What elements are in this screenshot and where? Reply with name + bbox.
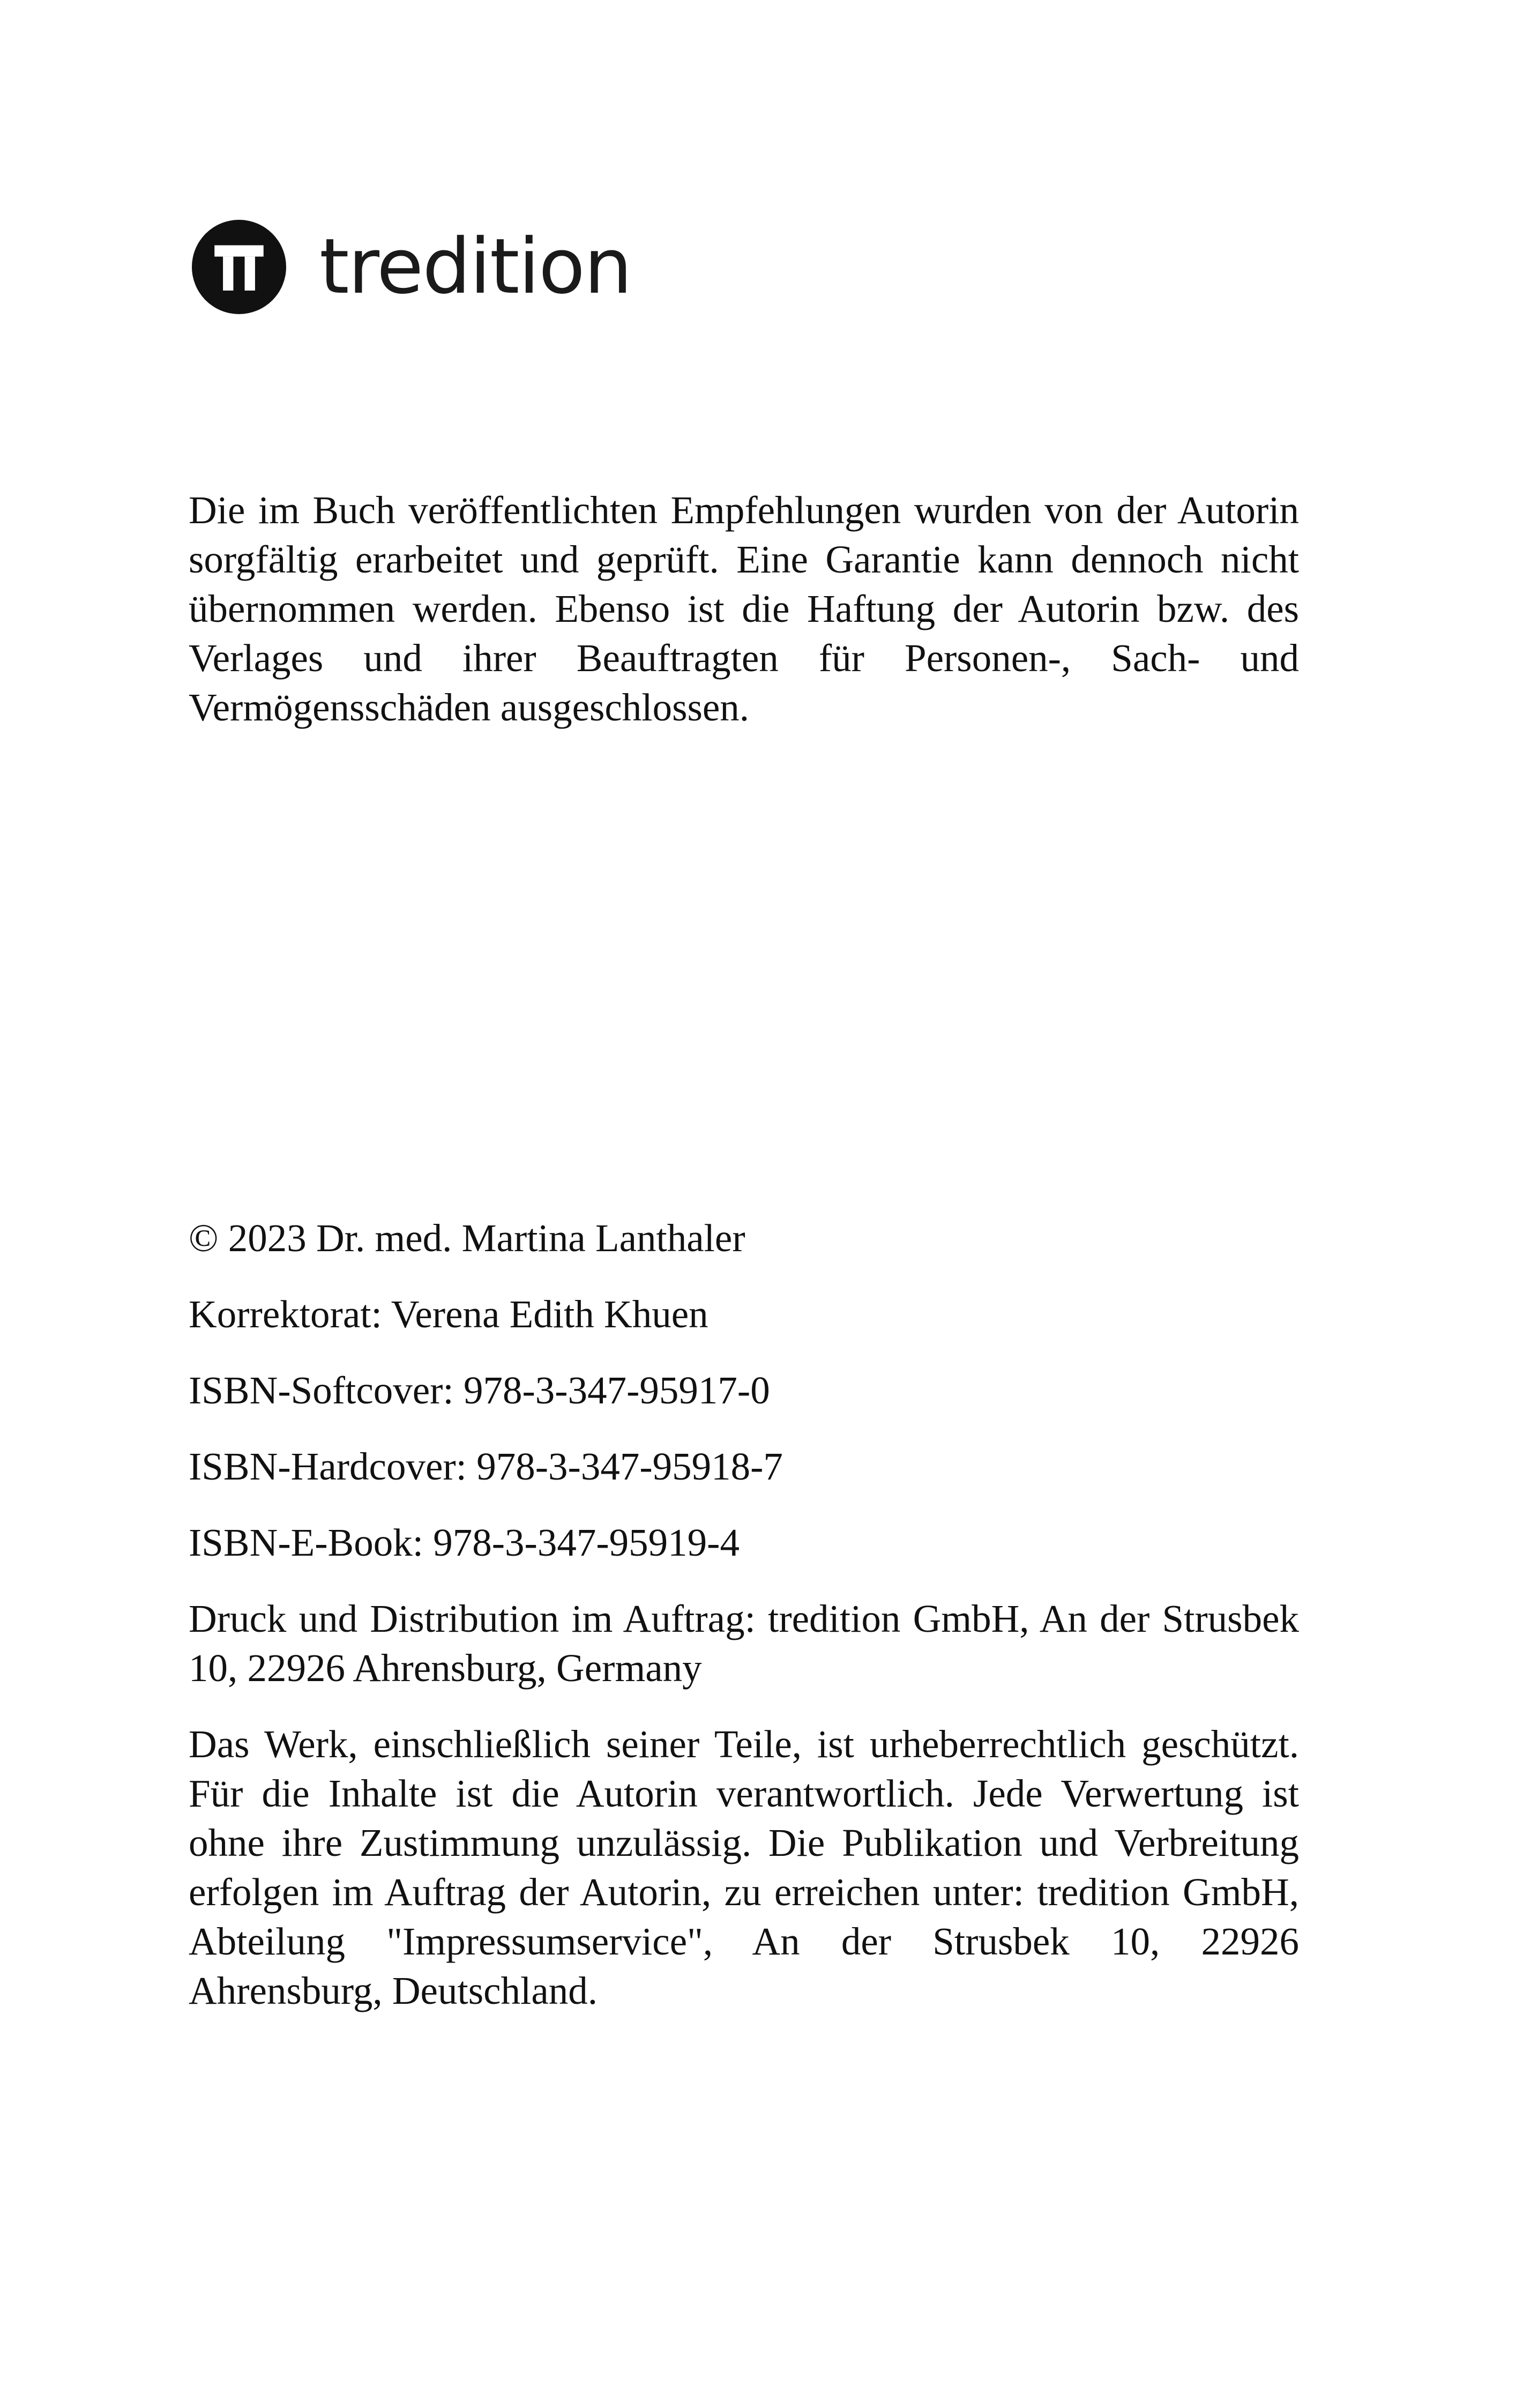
- distribution-paragraph: Druck und Distribution im Auftrag: tredition GmbH, An der Strusbek 10, 22926 Ahrensburg, Germany: [189, 1597, 1299, 1690]
- copyright-line: © 2023 Dr. med. Martina Lanthaler: [189, 1216, 745, 1260]
- publisher-logo: [192, 219, 631, 315]
- isbn-ebook-line: ISBN-E-Book: 978-3-347-95919-4: [189, 1521, 740, 1564]
- tredition-logo-icon: [192, 220, 286, 314]
- legal-notice-paragraph: Das Werk, einschließlich seiner Teile, ist urheberrechtlich geschützt. Für die Inhalte ist die Autorin verantwortlich. Jede Verwertung ist ohne ihre Zustimmung unzulässig. Die Publikation und Verbreitung erfolgen im Auftrag der Autorin, zu erreichen unter: tredition GmbH, Abteilung "Impressumservice", An der Strusbek 10, 22926 Ahrensburg, Deutschland.: [189, 1722, 1299, 2012]
- disclaimer-text: Die im Buch veröffentlichten Empfehlungen wurden von der Autorin sorgfältig erarbeitet und geprüft. Eine Garantie kann dennoch nicht übernommen werden. Ebenso ist die Haftung der Autorin bzw. des Verlages und ihrer Beauftragten für Personen-, Sach- und Vermögensschäden ausgeschlossen.: [189, 488, 1299, 729]
- proofreading-line: Korrektorat: Verena Edith Khuen: [189, 1292, 708, 1336]
- isbn-softcover-line: ISBN-Softcover: 978-3-347-95917-0: [189, 1369, 770, 1412]
- imprint-section: [189, 1214, 1299, 2042]
- publisher-name: tredition: [319, 222, 631, 311]
- isbn-hardcover-line: ISBN-Hardcover: 978-3-347-95918-7: [189, 1445, 783, 1488]
